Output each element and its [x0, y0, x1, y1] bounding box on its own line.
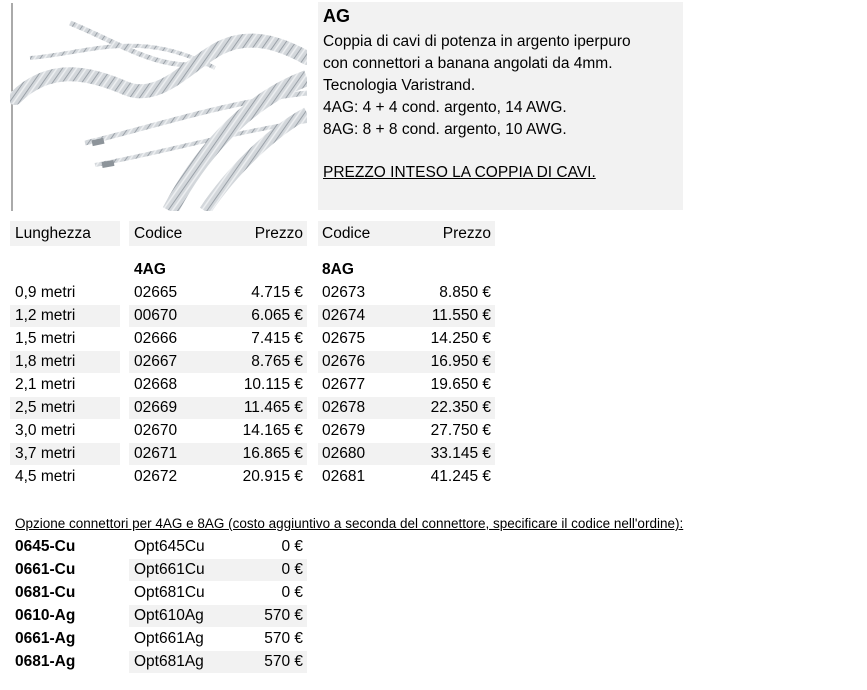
cell-price-4ag: 20.915 €	[242, 468, 303, 485]
group-label-8ag: 8AG	[322, 261, 354, 278]
cell-code-4ag: 02666	[134, 330, 178, 347]
product-description-line: Coppia di cavi di potenza in argento iperpuro	[323, 33, 631, 50]
header-4ag	[129, 221, 307, 246]
option-price: 570 €	[249, 651, 307, 673]
cell-code-4ag: 02667	[129, 351, 219, 373]
option-name: 0681-Cu	[15, 584, 76, 601]
cell-length: 3,0 metri	[15, 422, 76, 439]
cable-illustration	[10, 3, 307, 211]
header-code-4ag: Codice	[134, 225, 183, 242]
cell-price-8ag: 19.650 €	[430, 376, 491, 393]
cell-code-8ag: 02677	[322, 376, 366, 393]
header-price-8ag: Prezzo	[442, 225, 491, 242]
cell-length: 2,5 metri	[10, 397, 120, 419]
option-name: 0645-Cu	[15, 538, 76, 555]
product-title: AG	[323, 6, 350, 26]
option-code: Opt610Ag	[129, 605, 249, 627]
cell-price-4ag: 4.715 €	[251, 284, 303, 301]
option-code: Opt681Ag	[129, 651, 249, 673]
cell-code-8ag: 02673	[322, 284, 366, 301]
option-price: 0 €	[281, 584, 303, 601]
cell-price-8ag: 16.950 €	[408, 351, 495, 373]
header-8ag	[318, 221, 495, 246]
cell-code-8ag: 02678	[318, 397, 408, 419]
options-title: Opzione connettori per 4AG e 8AG (costo aggiuntivo a seconda del connettore, specificare il codice nell'ordine):	[15, 516, 684, 531]
cell-price-8ag: 11.550 €	[408, 305, 495, 327]
cell-price-4ag: 10.115 €	[243, 376, 303, 393]
cell-code-4ag: 02672	[134, 468, 178, 485]
option-price: 0 €	[281, 538, 303, 555]
cell-price-4ag: 16.865 €	[219, 443, 307, 465]
cell-price-4ag: 8.765 €	[219, 351, 307, 373]
cell-price-4ag: 6.065 €	[219, 305, 307, 327]
cell-price-4ag: 14.165 €	[242, 422, 303, 439]
option-code: Opt681Cu	[134, 584, 205, 601]
product-photo	[10, 3, 307, 211]
product-description-line: Tecnologia Varistrand.	[323, 77, 476, 94]
cell-code-8ag: 02681	[322, 468, 366, 485]
group-label-4ag: 4AG	[134, 261, 166, 278]
cell-code-4ag: 02668	[134, 376, 178, 393]
product-spec-4ag: 4AG: 4 + 4 cond. argento, 14 AWG.	[323, 99, 567, 116]
option-price: 570 €	[249, 605, 307, 627]
header-length: Lunghezza	[10, 221, 120, 246]
cell-code-4ag: 02669	[129, 397, 219, 419]
cell-code-8ag: 02680	[318, 443, 408, 465]
cell-price-8ag: 41.245 €	[430, 468, 491, 485]
option-code: Opt661Ag	[134, 630, 204, 647]
cell-price-8ag: 22.350 €	[408, 397, 495, 419]
cell-price-8ag: 14.250 €	[430, 330, 491, 347]
cell-price-8ag: 27.750 €	[430, 422, 491, 439]
cell-length: 3,7 metri	[10, 443, 120, 465]
option-name: 0661-Cu	[15, 561, 76, 578]
cell-length: 2,1 metri	[15, 376, 76, 393]
cell-price-4ag: 11.465 €	[219, 397, 307, 419]
price-note: PREZZO INTESO LA COPPIA DI CAVI.	[323, 164, 596, 181]
option-name: 0661-Ag	[15, 630, 76, 647]
cell-code-8ag: 02679	[322, 422, 366, 439]
product-info-box	[318, 2, 683, 210]
product-description-line: con connettori a banana angolati da 4mm.	[323, 55, 613, 72]
cell-code-8ag: 02675	[322, 330, 366, 347]
option-price: 0 €	[249, 559, 307, 581]
cell-code-8ag: 02674	[318, 305, 408, 327]
product-spec-8ag: 8AG: 8 + 8 cond. argento, 10 AWG.	[323, 121, 567, 138]
option-price: 570 €	[264, 630, 303, 647]
cell-length: 1,2 metri	[10, 305, 120, 327]
cell-code-4ag: 02670	[134, 422, 178, 439]
cell-code-4ag: 00670	[129, 305, 219, 327]
cell-length: 4,5 metri	[15, 468, 76, 485]
option-name: 0610-Ag	[15, 607, 76, 624]
option-code: Opt661Cu	[129, 559, 249, 581]
cell-length: 0,9 metri	[15, 284, 76, 301]
cell-price-8ag: 33.145 €	[408, 443, 495, 465]
cell-price-8ag: 8.850 €	[439, 284, 491, 301]
header-price-4ag: Prezzo	[254, 225, 303, 242]
cell-code-8ag: 02676	[318, 351, 408, 373]
cell-code-4ag: 02671	[129, 443, 219, 465]
cell-code-4ag: 02665	[134, 284, 178, 301]
option-name: 0681-Ag	[15, 653, 76, 670]
option-code: Opt645Cu	[134, 538, 205, 555]
cell-length: 1,5 metri	[15, 330, 76, 347]
cell-length: 1,8 metri	[10, 351, 120, 373]
header-code-8ag: Codice	[322, 225, 371, 242]
cell-price-4ag: 7.415 €	[251, 330, 303, 347]
